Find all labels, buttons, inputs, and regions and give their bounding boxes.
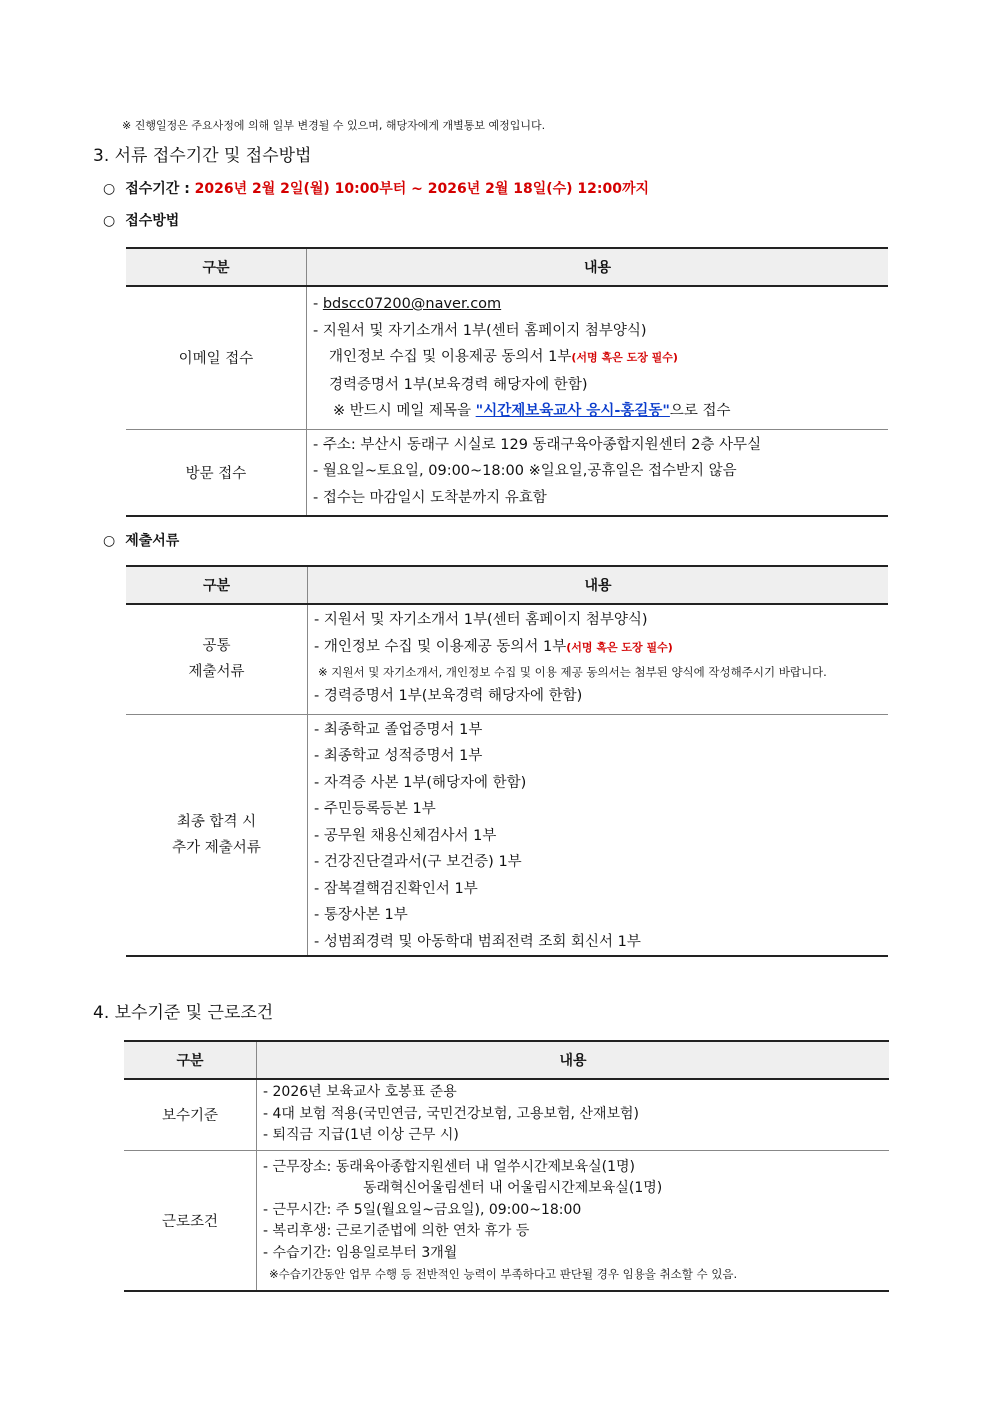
table-row <box>124 1079 889 1150</box>
bullet-circle-icon: ○ <box>103 213 116 229</box>
list-item: - 공무원 채용신체검사서 1부 <box>314 827 497 844</box>
header-content: 내용 <box>308 566 889 604</box>
work-content: - 근무장소: 동래육아종합지원센터 내 얼쑤시간제보육실(1명) 동래혁신어울림센터 내 어울림시간제보육실(1명) - 근무시간: 주 5일(월요일~금요일), 09:00~18:00 - 복리후생: 근로기준법에 의한 연차 휴가 등 - 수습기간: 임용일로부터 3개월 ※수습기간동안 업무 수행 등 전반적인 능력이 부족하다고 판단될 경우 임용을 취소할 수 있음. <box>257 1150 890 1291</box>
period-value: 2026년 2월 2일(월) 10:00부터 ~ 2026년 2월 18일(수) 12:00까지 <box>194 181 650 197</box>
period-row <box>103 178 649 198</box>
list-item: - 통장사본 1부 <box>314 907 408 923</box>
email-link[interactable]: bdscc07200@naver.com <box>322 296 502 312</box>
table-row <box>124 1150 889 1291</box>
header-category: 구분 <box>124 1041 257 1079</box>
work-label: 근로조건 <box>124 1150 257 1291</box>
list-item: - 건강진단결과서(구 보건증) 1부 <box>314 854 522 870</box>
docs-table <box>126 565 888 957</box>
method-label: 접수방법 <box>125 213 180 229</box>
schedule-note: ※ 진행일정은 주요사정에 의해 일부 변경될 수 있으며, 해당자에게 개별통보 예정입니다. <box>122 119 546 132</box>
table-row <box>126 604 888 714</box>
email-label: 이메일 접수 <box>126 286 307 429</box>
table-row <box>126 429 888 516</box>
bullet-circle-icon: ○ <box>103 181 116 197</box>
list-item: - 주민등록등본 1부 <box>314 801 436 817</box>
docs-heading <box>103 530 179 550</box>
section3-title: 3. 서류 접수기간 및 접수방법 <box>93 146 312 166</box>
common-docs-content: - 지원서 및 자기소개서 1부(센터 홈페이지 첨부양식) - 개인정보 수집 및 이용제공 동의서 1부(서명 혹은 도장 필수) ※ 지원서 및 자기소개서, 개인정보 수집 및 이용 제공 동의서는 첨부된 양식에 작성해주시기 바랍니다. - 경력증명서 1부(보육경력 해당자에 한함) <box>308 604 889 714</box>
list-item: - 성범죄경력 및 아동학대 범죄전력 조회 회신서 1부 <box>314 933 641 950</box>
method-heading <box>103 210 179 230</box>
list-item: - 자격증 사본 1부(해당자에 한함) <box>314 774 527 791</box>
method-table <box>126 247 888 517</box>
conditions-table <box>124 1040 889 1292</box>
list-item: - 잠복결핵검진확인서 1부 <box>314 880 478 897</box>
email-content: - bdscc07200@naver.com - 지원서 및 자기소개서 1부(센터 홈페이지 첨부양식) 개인정보 수집 및 이용제공 동의서 1부(서명 혹은 도장 필수) 경력증명서 1부(보육경력 해당자에 한함) ※ 반드시 메일 제목을 "시간제보육교사 응시-홍길동"으로 접수 <box>307 286 889 429</box>
list-item: - 최종학교 졸업증명서 1부 <box>314 721 483 738</box>
docs-label: 제출서류 <box>125 533 180 549</box>
header-content: 내용 <box>257 1041 890 1079</box>
table-row <box>126 286 888 429</box>
list-item: - 퇴직금 지급(1년 이상 근무 시) <box>263 1127 459 1143</box>
period-label: 접수기간 : <box>125 181 190 197</box>
header-category: 구분 <box>126 566 308 604</box>
list-item: - 최종학교 성적증명서 1부 <box>314 748 483 764</box>
table-row <box>126 714 888 956</box>
email-subject: "시간제보육교사 응시-홍길동" <box>475 403 670 419</box>
bullet-circle-icon: ○ <box>103 533 116 549</box>
section4-title: 4. 보수기준 및 근로조건 <box>93 1003 274 1023</box>
final-docs-label: 최종 합격 시 추가 제출서류 <box>126 714 308 956</box>
list-item: - 2026년 보육교사 호봉표 준용 <box>263 1084 457 1100</box>
header-category: 구분 <box>126 248 307 286</box>
pay-label: 보수기준 <box>124 1079 257 1150</box>
common-docs-label: 공통 제출서류 <box>126 604 308 714</box>
visit-label: 방문 접수 <box>126 429 307 516</box>
pay-content <box>257 1079 890 1150</box>
final-docs-content <box>308 714 889 956</box>
header-content: 내용 <box>307 248 889 286</box>
visit-content: - 주소: 부산시 동래구 시실로 129 동래구육아종합지원센터 2층 사무실 - 월요일~토요일, 09:00~18:00 ※일요일,공휴일은 접수받지 않음 - 접수는 마감일시 도착분까지 유효함 <box>307 429 889 516</box>
list-item: - 4대 보험 적용(국민연금, 국민건강보험, 고용보험, 산재보험) <box>263 1105 639 1122</box>
